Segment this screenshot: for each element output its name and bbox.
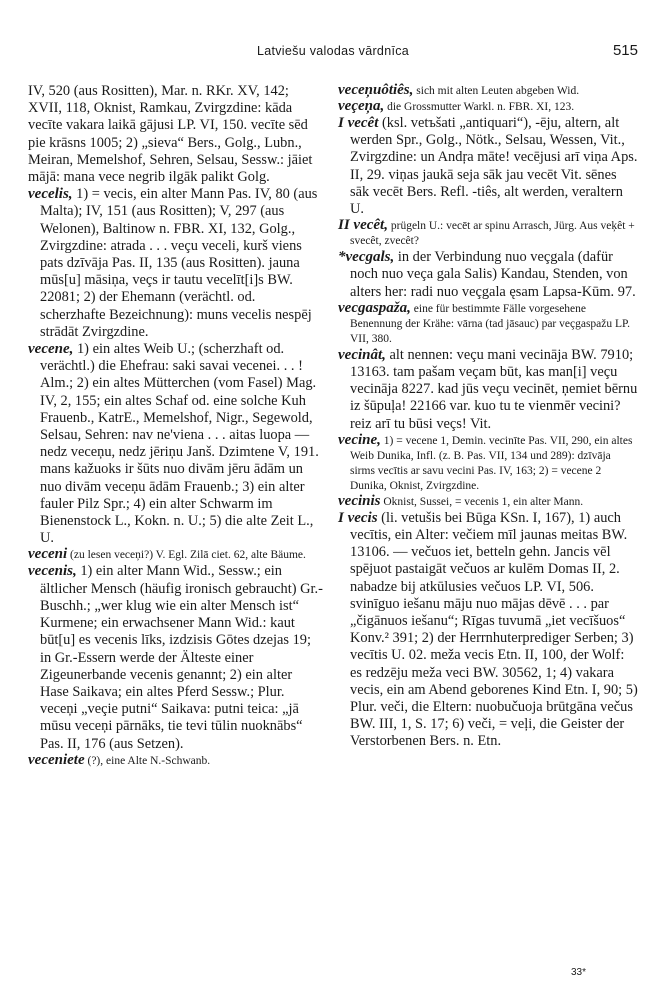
entry-text: prügeln U.: vecēt ar spinu Arrasch, Jürg. Aus veķêt + svecêt, zvecêt? xyxy=(350,220,635,248)
dictionary-entry xyxy=(338,249,638,301)
signature-mark: 33* xyxy=(570,967,586,978)
entry-text: IV, 520 (aus Rositten), Mar. n. RKr. XV, 142; XVII, 118, Oknist, Ramkau, Zvirgzdine: kāda vecīte vakara laikā gājusi LP. VI, 150. vecīte sēd pie krāsns 1005; 2) „sieva“ Bers., Golg., Lubn., Meiran, Memelshof, Sehren, Selsau, Sessw.: jāiet mājā: mana vece negrib ilgāk palikt Golg. xyxy=(28,83,313,186)
entry-headword: II vecêt, xyxy=(338,217,388,234)
entry-headword: vecinis xyxy=(338,492,381,509)
entry-headword: vecenis, xyxy=(28,563,77,580)
dictionary-entry xyxy=(28,547,324,563)
running-title: Latviešu valodas vārdnīca xyxy=(256,44,410,58)
entry-headword: veceni xyxy=(28,546,68,563)
dictionary-entry xyxy=(338,510,638,751)
entry-text: die Grossmutter Warkl. n. FBR. XI, 123. xyxy=(384,101,575,113)
entry-headword: veceņuôtiês, xyxy=(338,82,414,98)
entry-text: alt nennen: veçu mani vecināja BW. 7910; 13163. tam pašam veçam būt, kas man[i] veçu vecināja 8227. kad jūs veçu vecinēt, ņemiet bērnu iz šūpuļa! 22166 var. kuo tu te vienmēr vecini? reiz arī tu būsi veçs! Vit. xyxy=(350,346,638,432)
dictionary-entry xyxy=(338,433,638,494)
entry-text: (?), eine Alte N.-Schwanb. xyxy=(84,754,211,767)
entry-text: (ksl. vetъšati „antiquari“), -ēju, altern, alt werden Spr., Golg., Nötk., Selsau, Wessen, Vit., Zvirgzdine: un Andŗa māte! vecējusi arī viņa Aps. II, 29. viņas jaukā seja sāk jau vecēt Vit. sēnes sāk vecēt Bers. Refl. -tiês, alt werden, veraltern U. xyxy=(350,115,638,218)
right-column xyxy=(338,83,638,751)
entry-headword: I vecêt xyxy=(338,115,379,131)
dictionary-entry xyxy=(28,83,324,186)
entry-text: 1) = vecis, ein alter Mann Pas. IV, 80 (aus Malta); IV, 151 (aus Rositten); V, 297 (aus Welonen), Baltinow n. FBR. XI, 132, Golg., Zvirgzdine: atrada . . . veçu veceli, kurš viens pats dzīvāja Pas. II, 135 (aus Rositten). jauna mūs[u] māsiņa, veçs ir tautu vecelīt[i]s BW. 22081; 2) der Ehemann (verächtl. od. scherzhafte Bezeichnung): muns vecelis nespēj strādāt Zvirgzdine. xyxy=(40,186,318,340)
entry-text: (li. vetušis bei Būga KSn. I, 167), 1) auch vecītis, ein Alter: večiem mīl jaunas meitas BW. 13106. — večuos iet, betteln gehn. Jancis vēl spējuot pastaigāt večuos ar kulēm Domas II, 2. nabadze bij atkūlusies večuos LP. VI, 506. svinīguo iešanu māju nuo mājas dēvē . . . par „čigānuos iešanu“; Rīgas tuvumā „iet vecīšuos“ Konv.² 391; 2) der Herrnhuterprediger Serben; 3) vecītis U. 02. meža vecis Etn. II, 100, der Wolf: es redzēju meža veci BW. 30562, 1; 4) vakara vecis, ein am Abend geborenes Kind Etn. I, 90; 5) Plur. veči, die Eltern: nuobučuoja brūtgāna večus BW. III, 1, S. 17; 6) veči, = veļi, die Geister der Verstorbenen Bers. n. Etn. xyxy=(350,509,638,750)
entry-text: Oknist, Sussei, = vecenis 1, ein alter Mann. xyxy=(380,495,584,508)
dictionary-entry xyxy=(28,753,324,769)
page-number: 515 xyxy=(612,42,638,59)
dictionary-entry xyxy=(338,347,638,433)
entry-headword: veçeņa, xyxy=(338,98,385,114)
dictionary-entry xyxy=(338,301,638,347)
entry-text: eine für bestimmte Fälle vorgesehene Benennung der Krähe: vārna (tad jāsauc) par veçgaspažu LP. VII, 380. xyxy=(350,302,631,345)
entry-headword: vecine, xyxy=(338,431,381,448)
entry-headword: vecgaspaža, xyxy=(338,299,411,316)
dictionary-entry xyxy=(338,83,638,99)
entry-headword: I vecis xyxy=(338,509,378,526)
entry-text: 1) = vecene 1, Demin. vecinīte Pas. VII, 290, ein altes Weib Dunika, Infl. (z. B. Pas. VII, 134 und 289): dzīvāja sirms vecītis ar savu vecini Pas. IV, 163; 2) = vecene 2 Dunika, Oknist, Zvirgzdine. xyxy=(350,434,633,492)
entry-text: in der Verbindung nuo veçgala (dafür noch nuo veça gala Salis) Kandau, Stenden, von alters her: radi nuo veçgala ęsam Lapsa-Kūm. 97. xyxy=(350,249,636,300)
dictionary-entry xyxy=(28,186,324,341)
page-header xyxy=(28,44,638,66)
dictionary-entry xyxy=(338,218,638,249)
entry-headword: *vecgals, xyxy=(338,249,395,266)
entry-text: 1) ein alter Mann Wid., Sessw.; ein ältlicher Mensch (häufig ironisch gebraucht) Gr.-Buschh.; „wer klug wie ein alter Mensch ist“ Kurmene; ein erwachsener Mann Wid.: kaut būt[u] es vecenis līks, izdzisis Gōtes dzejas 19; in Gr.-Essern werde der Älteste einer Zigeunerbande vecenis genannt; 2) ein alter Hase Saikava; ein altes Pferd Sessw.; Plur. veceņi „veçie putni“ Saikava: putni teica: „jā mūsu veceņi pārnāks, tie tevi tūlin nuoknābs“ Pas. II, 176 (aus Setzen). xyxy=(40,563,323,752)
left-column xyxy=(28,83,324,769)
dictionary-entry xyxy=(28,341,324,547)
entry-text: sich mit alten Leuten abgeben Wid. xyxy=(413,85,580,97)
entry-headword: vecene, xyxy=(28,341,74,358)
entry-text: (zu lesen veceņi?) V. Egl. Zilā ciet. 62, alte Bäume. xyxy=(67,549,306,562)
entry-text: 1) ein altes Weib U.; (scherzhaft od. verächtl.) die Ehefrau: saki savai vecenei. . . ! Alm.; 2) ein altes Mütterchen (vom Fasel) Mag. IV, 2, 155; ein altes Schaf od. eine solche Kuh Frauenb., KatrE., Memelshof, Nigr., Segewold, Selsau, Sehren: nav ne'viena . . . aitas luopa — nedz veceņu, nedz jēriņu Janš. Dzimtene V, 191. mans kažuoks ir šūts nuo divām jēru ādām un nuo divām veceņu ādām Frauenb.; 3) ein alter fauler Pilz Spr.; 4) ein alter Schwarm im Bienenstock L., Kokn. n. U.; 5) die alte Zeit L., U. xyxy=(40,341,319,547)
entry-headword: vecinât, xyxy=(338,346,386,363)
entry-headword: veceniete xyxy=(28,751,85,768)
dictionary-entry xyxy=(338,99,638,115)
dictionary-entry xyxy=(28,563,324,752)
entry-headword: vecelis, xyxy=(28,186,73,203)
dictionary-entry xyxy=(338,115,638,218)
dictionary-entry xyxy=(338,494,638,510)
